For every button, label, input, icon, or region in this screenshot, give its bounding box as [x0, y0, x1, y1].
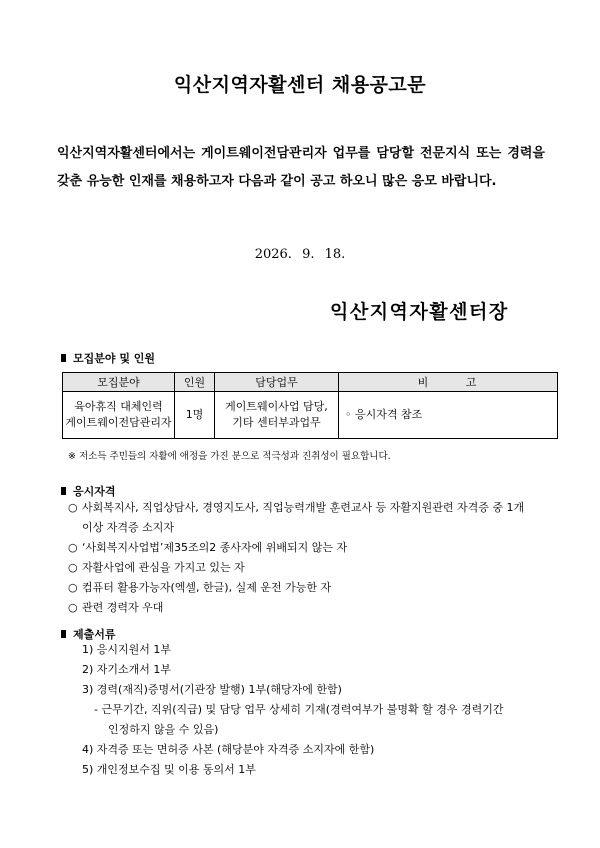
list-item-text: ‘사회복지사업법’제35조의2 종사자에 위배되지 않는 자 — [82, 541, 348, 554]
duty-cell — [215, 392, 339, 439]
circle-bullet-icon: ○ — [68, 581, 78, 594]
list-item-detail: - 근무기간, 직위(직급) 및 담당 업무 상세히 기재(경력여부가 불명확 할 경우 경력기간 — [94, 703, 504, 716]
count-cell: 1명 — [175, 392, 215, 439]
table-header-cell: 비 고 — [339, 373, 558, 392]
list-item-text: 자활사업에 관심을 가지고 있는 자 — [82, 561, 245, 574]
list-item: 4) 자격증 또는 면허증 사본 (해당분야 자격증 소지자에 한함) — [82, 743, 375, 756]
square-bullet-icon — [61, 630, 66, 638]
table-row — [63, 392, 558, 439]
list-item-text: 컴퓨터 활용가능자(엑셀, 한글), 실제 운전 가능한 자 — [82, 581, 332, 594]
table-header-row — [63, 373, 558, 392]
list-item-text: 사회복지사, 직업상담사, 경영지도사, 직업능력개발 훈련교사 등 자활지원관련 자격증 중 1개 — [82, 501, 525, 514]
section-heading-label: 응시자격 — [73, 485, 116, 498]
circle-bullet-icon: ○ — [68, 561, 78, 574]
section-heading-recruit — [61, 350, 155, 366]
field-cell — [63, 392, 175, 439]
announcement-date: 2026. 9. 18. — [254, 247, 346, 262]
list-item — [68, 498, 524, 518]
document-title: 익산지역자활센터 채용공고문 — [173, 74, 427, 96]
field-line: 게이트웨이전담관리자 — [65, 416, 172, 429]
intro-paragraph: 익산지역자활센터에서는 게이트웨이전담관리자 업무를 담당할 전문지식 또는 경력을 갖춘 유능한 인재를 채용하고자 다음과 같이 공고 하오니 많은 응모 바랍니다. — [57, 146, 545, 189]
list-item-continuation: 이상 자격증 소지자 — [82, 521, 175, 534]
documents-list — [82, 640, 503, 780]
list-item-detail-continuation: 인정하지 않을 수 있음) — [108, 723, 219, 736]
table-header-cell: 인원 — [175, 373, 215, 392]
table-header-cell: 모집분야 — [63, 373, 175, 392]
field-line: 육아휴직 대체인력 — [74, 400, 163, 413]
duty-line: 기타 센터부과업무 — [232, 416, 321, 429]
note-cell: ◦ 응시자격 참조 — [339, 392, 558, 439]
section-heading-qualification — [61, 483, 116, 499]
square-bullet-icon — [61, 487, 66, 495]
recruit-footnote: ※ 저소득 주민들의 자활에 애정을 가진 분으로 적극성과 진취성이 필요합니다. — [68, 451, 391, 462]
list-item: 3) 경력(재직)증명서(기관장 발행) 1부(해당자에 한함) — [82, 683, 342, 696]
table-header-cell: 담당업무 — [215, 373, 339, 392]
circle-bullet-icon: ○ — [68, 601, 78, 614]
section-heading-label: 모집분야 및 인원 — [73, 352, 156, 365]
circle-bullet-icon: ○ — [68, 501, 78, 514]
list-item: 2) 자기소개서 1부 — [82, 663, 172, 676]
recruit-table — [62, 372, 558, 439]
list-item — [68, 598, 524, 618]
qualification-list — [68, 498, 524, 618]
list-item — [68, 538, 524, 558]
signer-name: 익산지역자활센터장 — [330, 301, 509, 323]
list-item: 5) 개인정보수집 및 이용 동의서 1부 — [82, 763, 256, 776]
list-item — [68, 558, 524, 578]
circle-bullet-icon: ○ — [68, 541, 78, 554]
duty-line: 게이트웨이사업 담당, — [225, 400, 328, 413]
list-item: 1) 응시지원서 1부 — [82, 643, 172, 656]
square-bullet-icon — [61, 354, 66, 362]
list-item — [68, 578, 524, 598]
list-item-text: 관련 경력자 우대 — [82, 601, 164, 614]
section-heading-label: 제출서류 — [73, 628, 116, 641]
